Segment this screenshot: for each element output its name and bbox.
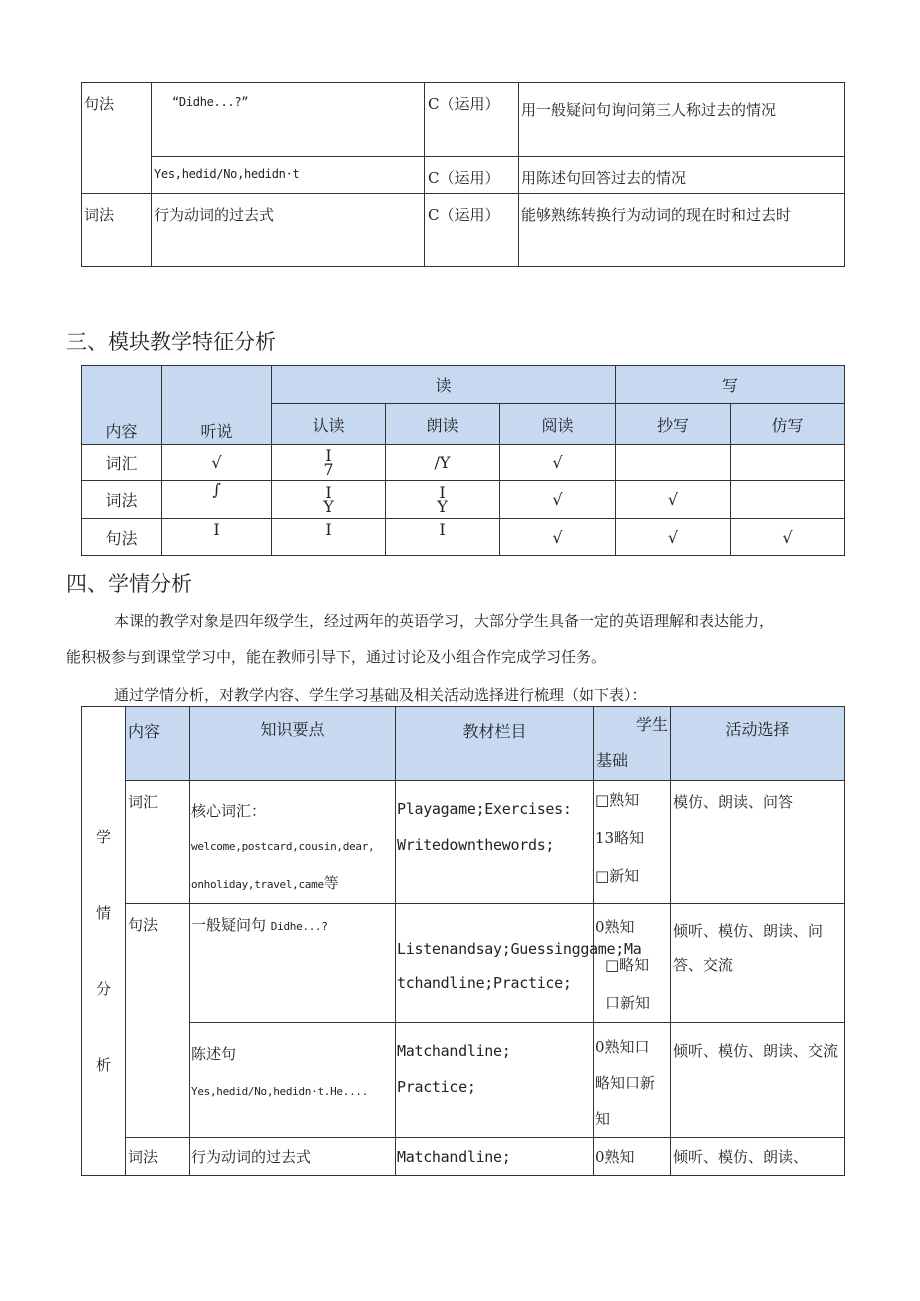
check-mark: √ <box>500 445 616 481</box>
table-row <box>82 83 845 157</box>
row-label: 词法 <box>82 481 162 519</box>
row-label: 词汇 <box>82 445 162 481</box>
activity-cell: 模仿、朗读、问答 <box>671 781 845 904</box>
points-words-line <box>191 865 395 903</box>
mark-bottom: Y <box>323 496 334 516</box>
paragraph: 本课的教学对象是四年级学生，经过两年的英语学习，大部分学生具备一定的英语理解和表达能力， <box>114 612 775 630</box>
table-row <box>82 194 845 267</box>
check-mark: √ <box>616 481 731 519</box>
learner-analysis-table <box>81 706 845 1176</box>
basis-cell: 0熟知 <box>594 1138 671 1176</box>
header-content: 内容 <box>126 707 190 781</box>
side-label-char: 情 <box>95 904 111 922</box>
points-example: Didhe...? <box>270 920 328 933</box>
column-line: tchandline;Practice; <box>397 974 572 992</box>
side-label <box>82 707 126 1176</box>
level-cell: C（运用） <box>425 194 519 267</box>
points-cell <box>190 1023 396 1138</box>
points-suffix: 等 <box>323 874 339 892</box>
header-imitate: 仿写 <box>731 404 845 445</box>
description-cell: 用陈述句回答过去的情况 <box>519 157 845 194</box>
table-row <box>82 904 845 1023</box>
level-cell: C（运用） <box>425 83 519 157</box>
points-cell: 行为动词的过去式 <box>190 1138 396 1176</box>
header-basis-1: 学生 <box>635 715 668 734</box>
points-title: 一般疑问句 <box>191 916 267 934</box>
side-label-char: 分 <box>95 980 111 998</box>
description-cell: 用一般疑问句询问第三人称过去的情况 <box>519 83 845 157</box>
header-activity: 活动选择 <box>671 707 845 781</box>
mark-cell: I <box>162 519 272 556</box>
paragraph: 通过学情分析，对教学内容、学生学习基础及相关活动选择进行梳理（如下表）： <box>114 686 647 704</box>
mark-cell <box>272 445 386 481</box>
mark-cell: /Y <box>386 445 500 481</box>
basis-option: 13略知 <box>595 829 645 847</box>
mark-cell <box>386 481 500 519</box>
check-mark: √ <box>731 519 845 556</box>
check-mark: √ <box>500 481 616 519</box>
table-row <box>82 781 845 904</box>
header-column: 教材栏目 <box>396 707 594 781</box>
header-readaloud: 朗读 <box>386 404 500 445</box>
column-line: Playagame;Exercises: <box>397 800 572 818</box>
requirements-table <box>81 82 845 267</box>
column-cell <box>396 1023 594 1138</box>
table-row <box>82 445 845 481</box>
table-header-row <box>82 366 845 404</box>
check-mark: √ <box>616 519 731 556</box>
header-write: 写 <box>616 366 845 404</box>
basis-cell <box>594 904 671 1023</box>
paragraph: 能积极参与到课堂学习中，能在教师引导下，通过讨论及小组合作完成学习任务。 <box>66 648 607 666</box>
column-line: Matchandline; <box>397 1042 511 1060</box>
column-cell <box>396 781 594 904</box>
points-words: onholiday,travel,came <box>191 878 324 891</box>
points-cell <box>190 904 396 1023</box>
table-row <box>82 157 845 194</box>
header-reading: 阅读 <box>500 404 616 445</box>
table-header-row <box>82 707 845 781</box>
basis-line: 0熟知口 <box>595 1038 650 1056</box>
mark-top: I <box>439 482 446 502</box>
row-label: 词汇 <box>126 781 190 904</box>
table-row <box>82 1138 845 1176</box>
basis-option: 口新知 <box>605 994 651 1012</box>
side-label-char: 析 <box>95 1056 111 1074</box>
column-line: Writedownthewords; <box>397 836 555 854</box>
table-row <box>82 481 845 519</box>
header-recognize: 认读 <box>272 404 386 445</box>
table-row <box>82 1023 845 1138</box>
mark-bottom: Y <box>437 496 448 516</box>
category-cell: 词法 <box>82 194 152 267</box>
empty-cell <box>731 445 845 481</box>
mark-cell <box>272 481 386 519</box>
level-cell: C（运用） <box>425 157 519 194</box>
basis-option: □熟知 <box>595 791 640 809</box>
activity-cell: 倾听、模仿、朗读、 <box>671 1138 845 1176</box>
header-listen: 听说 <box>162 366 272 445</box>
header-content: 内容 <box>82 366 162 445</box>
header-copy: 抄写 <box>616 404 731 445</box>
points-title: 陈述句 <box>191 1045 237 1063</box>
mark-bottom: 7 <box>323 459 334 479</box>
points-words: welcome,postcard,cousin,dear, <box>191 840 375 853</box>
content-cell: 行为动词的过去式 <box>152 194 425 267</box>
basis-line: 略知口新 <box>595 1074 656 1092</box>
row-label: 句法 <box>126 904 190 1138</box>
category-cell: 句法 <box>82 83 152 194</box>
basis-cell <box>594 781 671 904</box>
points-cell <box>190 781 396 904</box>
column-cell: Matchandline; <box>396 1138 594 1176</box>
mark-top: I <box>325 445 332 465</box>
empty-cell <box>616 445 731 481</box>
activity-cell: 倾听、模仿、朗读、交流 <box>671 1023 845 1138</box>
column-line: Listenandsay;Guessinggame;Ma <box>397 940 642 958</box>
mark-cell: ∫ <box>162 481 272 519</box>
header-points: 知识要点 <box>190 707 396 781</box>
empty-cell <box>731 481 845 519</box>
mark-cell: I <box>386 519 500 556</box>
check-mark: √ <box>500 519 616 556</box>
basis-line: 知 <box>595 1110 611 1128</box>
basis-cell <box>594 1023 671 1138</box>
content-cell: Yes,hedid/No,hedidn·t <box>152 157 425 194</box>
section-heading: 四、学情分析 <box>66 572 192 596</box>
points-title: 核心词汇： <box>191 802 267 820</box>
row-label: 句法 <box>82 519 162 556</box>
table-row <box>82 519 845 556</box>
content-cell: “Didhe...?” <box>152 83 425 157</box>
column-line: Practice; <box>397 1078 476 1096</box>
basis-option: □新知 <box>595 867 640 885</box>
description-cell: 能够熟练转换行为动词的现在时和过去时 <box>519 194 845 267</box>
header-read: 读 <box>272 366 616 404</box>
header-basis-2: 基础 <box>596 751 629 770</box>
feature-analysis-table <box>81 365 845 556</box>
check-mark: √ <box>162 445 272 481</box>
activity-cell: 倾听、模仿、朗读、问答、交流 <box>671 904 845 1023</box>
row-label: 词法 <box>126 1138 190 1176</box>
section-heading: 三、模块教学特征分析 <box>66 330 276 354</box>
side-label-char: 学 <box>95 828 111 846</box>
basis-option: □略知 <box>605 956 650 974</box>
header-basis <box>594 707 671 781</box>
mark-cell: I <box>272 519 386 556</box>
basis-option: 0熟知 <box>595 918 635 936</box>
points-example: Yes,hedid/No,hedidn·t.He.... <box>191 1085 369 1098</box>
mark-top: I <box>325 482 332 502</box>
